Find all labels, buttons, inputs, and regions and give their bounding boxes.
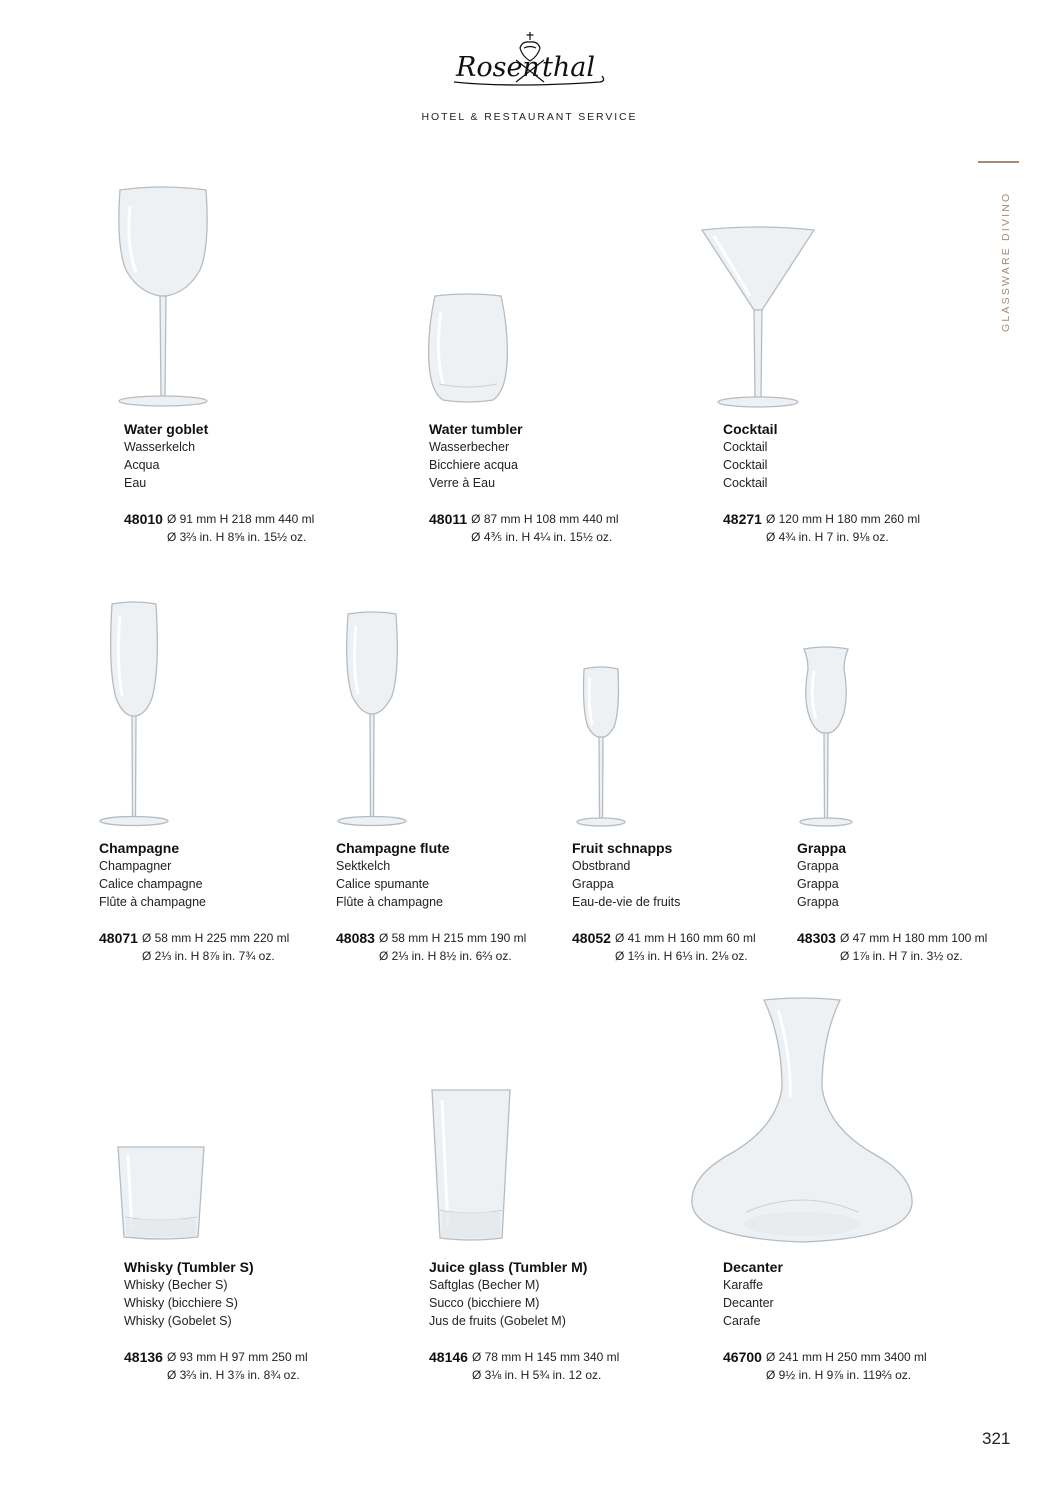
dimensions-metric: Ø 120 mm H 180 mm 260 ml — [765, 512, 920, 526]
product-name-de: Cocktail — [723, 440, 768, 454]
brand-tagline: HOTEL & RESTAURANT SERVICE — [421, 111, 638, 123]
dimensions-metric: Ø 78 mm H 145 mm 340 ml — [471, 1350, 620, 1364]
article-number: 48271 — [723, 511, 762, 527]
product-card-whisky-tumbler — [124, 1258, 369, 1384]
dimensions-imperial: Ø 1⅔ in. H 6⅓ in. 2⅛ oz. — [614, 949, 748, 963]
product-name: Decanter — [723, 1259, 783, 1275]
dimensions-metric: Ø 41 mm H 160 mm 60 ml — [614, 931, 756, 945]
dimensions-imperial: Ø 4¾ in. H 7 in. 9⅛ oz. — [765, 530, 889, 544]
article-number: 48303 — [797, 930, 836, 946]
product-name-fr: Carafe — [723, 1314, 761, 1328]
product-card-fruit-schnapps — [572, 839, 817, 965]
article-number: 48010 — [124, 511, 163, 527]
dimensions-metric: Ø 91 mm H 218 mm 440 ml — [166, 512, 315, 526]
cocktail-glass-image — [700, 226, 816, 410]
product-name-it: Grappa — [797, 877, 839, 891]
product-card-water-goblet — [124, 420, 369, 546]
page-number: 321 — [982, 1429, 1011, 1448]
product-name-de: Grappa — [797, 859, 839, 873]
dimensions-imperial: Ø 2⅓ in. H 8⅞ in. 7¾ oz. — [141, 949, 275, 963]
product-name-fr: Eau-de-vie de fruits — [572, 895, 681, 909]
water-tumbler-image — [425, 292, 511, 404]
product-name-de: Sektkelch — [336, 859, 391, 873]
article-number: 48071 — [99, 930, 138, 946]
product-name-it: Bicchiere acqua — [429, 458, 518, 472]
product-name-fr: Flûte à champagne — [99, 895, 207, 909]
product-name: Grappa — [797, 840, 847, 856]
dimensions-imperial: Ø 3⅛ in. H 5¾ in. 12 oz. — [471, 1368, 602, 1382]
product-name-de: Wasserkelch — [124, 440, 196, 454]
product-name: Cocktail — [723, 421, 778, 437]
product-name-fr: Verre à Eau — [429, 476, 496, 490]
logo-text-thal: thal — [542, 52, 595, 83]
product-name-it: Acqua — [124, 458, 160, 472]
whisky-tumbler-image — [116, 1145, 206, 1243]
product-name: Juice glass (Tumbler M) — [429, 1259, 588, 1275]
decanter-image — [688, 998, 916, 1244]
product-card-champagne-flute — [336, 839, 581, 965]
water-goblet-image — [108, 186, 218, 410]
champagne-glass-image — [98, 600, 170, 828]
product-name-fr: Jus de fruits (Gobelet M) — [429, 1314, 566, 1328]
product-name-it: Cocktail — [723, 458, 768, 472]
dimensions-metric: Ø 58 mm H 215 mm 190 ml — [378, 931, 527, 945]
logo-text-rosen: Rosen — [456, 52, 540, 83]
dimensions-imperial: Ø 3⅔ in. H 3⅞ in. 8¾ oz. — [166, 1368, 300, 1382]
article-number: 48136 — [124, 1349, 163, 1365]
product-name-it: Grappa — [572, 877, 614, 891]
dimensions-metric: Ø 58 mm H 225 mm 220 ml — [141, 931, 290, 945]
article-number: 48146 — [429, 1349, 468, 1365]
dimensions-metric: Ø 47 mm H 180 mm 100 ml — [839, 931, 988, 945]
product-card-champagne — [99, 839, 344, 965]
product-name-it: Calice champagne — [99, 877, 203, 891]
article-number: 46700 — [723, 1349, 762, 1365]
schnapps-glass-image — [576, 665, 626, 828]
product-name-de: Whisky (Becher S) — [124, 1278, 228, 1292]
article-number: 48083 — [336, 930, 375, 946]
side-tab-rule — [978, 161, 1019, 163]
product-card-water-tumbler — [429, 420, 674, 546]
product-name-it: Whisky (bicchiere S) — [124, 1296, 238, 1310]
dimensions-imperial: Ø 9½ in. H 9⅞ in. 119⅔ oz. — [765, 1368, 912, 1382]
dimensions-imperial: Ø 3⅔ in. H 8⅝ in. 15½ oz. — [166, 530, 307, 544]
dimensions-imperial: Ø 4⅗ in. H 4¼ in. 15½ oz. — [471, 530, 613, 544]
product-name-it: Succo (bicchiere M) — [429, 1296, 540, 1310]
champagne-flute-image — [336, 610, 408, 828]
product-name-fr: Whisky (Gobelet S) — [124, 1314, 232, 1328]
section-side-tab — [978, 161, 1019, 341]
product-card-juice-glass — [429, 1258, 674, 1384]
product-name-de: Karaffe — [723, 1278, 764, 1292]
product-name-it: Calice spumante — [336, 877, 430, 891]
dimensions-imperial: Ø 2⅓ in. H 8½ in. 6⅔ oz. — [378, 949, 512, 963]
rosenthal-logo — [450, 30, 610, 92]
dimensions-metric: Ø 241 mm H 250 mm 3400 ml — [765, 1350, 927, 1364]
juice-glass-image — [430, 1088, 512, 1243]
product-name-de: Champagner — [99, 859, 172, 873]
article-number: 48052 — [572, 930, 611, 946]
product-name: Champagne — [99, 840, 180, 856]
product-name: Whisky (Tumbler S) — [124, 1259, 254, 1275]
product-name: Champagne flute — [336, 840, 450, 856]
dimensions-metric: Ø 93 mm H 97 mm 250 ml — [166, 1350, 308, 1364]
product-name-fr: Cocktail — [723, 476, 768, 490]
dimensions-metric: Ø 87 mm H 108 mm 440 ml — [471, 512, 619, 526]
product-name: Water goblet — [124, 421, 209, 437]
product-name-de: Saftglas (Becher M) — [429, 1278, 540, 1292]
product-name-de: Wasserbecher — [429, 440, 510, 454]
product-name-fr: Eau — [124, 476, 147, 490]
grappa-glass-image — [798, 645, 854, 828]
product-card-grappa — [797, 839, 1017, 965]
product-card-cocktail — [723, 420, 968, 546]
product-name: Water tumbler — [429, 421, 523, 437]
article-number: 48011 — [429, 511, 468, 527]
side-tab-label: GLASSWARE DIVINO — [1000, 191, 1012, 332]
product-name-de: Obstbrand — [572, 859, 631, 873]
product-name-fr: Grappa — [797, 895, 839, 909]
product-name: Fruit schnapps — [572, 840, 673, 856]
dimensions-imperial: Ø 1⅞ in. H 7 in. 3½ oz. — [839, 949, 963, 963]
product-name-fr: Flûte à champagne — [336, 895, 444, 909]
product-name-it: Decanter — [723, 1296, 774, 1310]
product-card-decanter — [723, 1258, 968, 1384]
